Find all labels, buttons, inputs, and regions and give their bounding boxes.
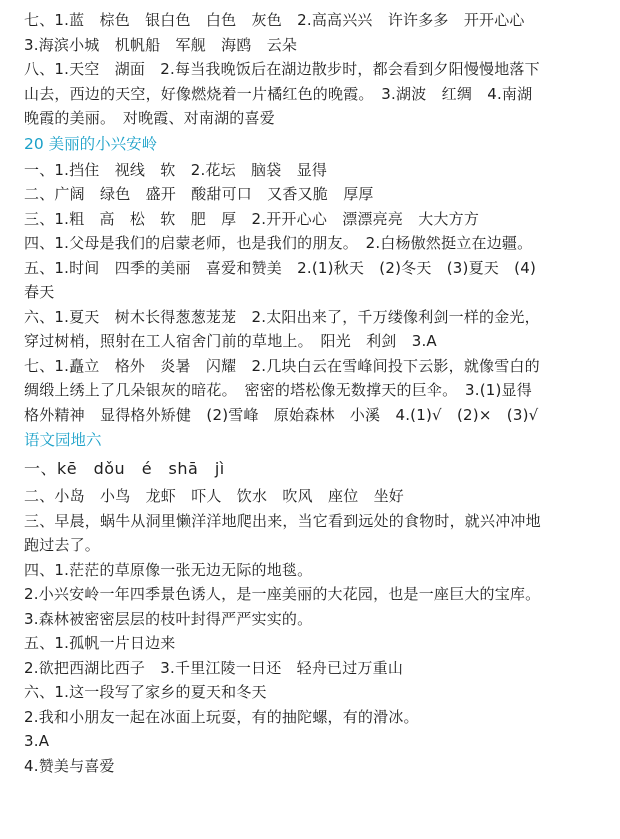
answer-line: 3.森林被密密层层的枝叶封得严严实实的。	[24, 609, 313, 628]
answer-line: 七、1.蓝 棕色 银白色 白色 灰色 2.高高兴兴 许许多多 开开心心	[24, 11, 525, 29]
answer-line: 3.A	[24, 732, 50, 750]
pinyin-line: 一、kē dǒu é shā jì	[24, 459, 225, 478]
answer-line: 2.小兴安岭一年四季景色诱人，是一座美丽的大花园，也是一座巨大的宝库。	[24, 585, 541, 603]
answer-line: 三、1.粗 高 松 软 肥 厚 2.开开心心 漂漂亮亮 大大方方	[24, 209, 480, 228]
answer-line: 一、1.挡住 视线 软 2.花坛 脑袋 显得	[24, 160, 328, 179]
answer-line: 五、1.时间 四季的美丽 喜爱和赞美 2.(1)秋天 (2)冬天 (3)夏天 (4)	[24, 258, 537, 277]
answer-line: 八、1.天空 湖面 2.每当我晚饭后在湖边散步时，都会看到夕阳慢慢地落下	[24, 60, 540, 78]
answer-line: 山去，西边的天空，好像燃烧着一片橘红色的晚霞。 3.湖波 红绸 4.南湖	[24, 84, 533, 103]
answer-line: 二、小岛 小鸟 龙虾 吓人 饮水 吹风 座位 坐好	[24, 487, 405, 505]
answer-line: 跑过去了。	[24, 536, 101, 554]
section-heading: 语文园地六	[24, 431, 102, 449]
answer-line: 绸缎上绣上了几朵银灰的暗花。 密密的塔松像无数撑天的巨伞。 3.(1)显得	[24, 381, 532, 399]
answer-line: 3.海滨小城 机帆船 军舰 海鸥 云朵	[24, 35, 298, 54]
answer-line: 四、1.父母是我们的启蒙老师，也是我们的朋友。 2.白杨傲然挺立在边疆。	[24, 234, 533, 252]
answer-line: 穿过树梢，照射在工人宿舍门前的草地上。 阳光 利剑 3.A	[24, 332, 437, 350]
answer-line: 2.欲把西湖比西子 3.千里江陵一日还 轻舟已过万重山	[24, 658, 404, 677]
answer-line: 4.赞美与喜爱	[24, 756, 115, 775]
section-heading: 20 美丽的小兴安岭	[24, 134, 158, 153]
answer-line: 六、1.夏天 树木长得葱葱茏茏 2.太阳出来了，千万缕像利剑一样的金光，	[24, 307, 540, 326]
answer-line: 七、1.矗立 格外 炎暑 闪耀 2.几块白云在雪峰间投下云影，就像雪白的	[24, 356, 540, 375]
answer-line: 二、广阔 绿色 盛开 酸甜可口 又香又脆 厚厚	[24, 185, 374, 203]
answer-line: 四、1.茫茫的草原像一张无边无际的地毯。	[24, 560, 313, 579]
answer-line: 三、早晨，蜗牛从洞里懒洋洋地爬出来，当它看到远处的食物时，就兴冲冲地	[24, 511, 541, 530]
answer-line: 春天	[24, 283, 55, 301]
answer-line: 2.我和小朋友一起在冰面上玩耍，有的抽陀螺，有的滑冰。	[24, 707, 419, 726]
answer-line: 格外精神 显得格外矫健 (2)雪峰 原始森林 小溪 4.(1)√ (2)× (3)√	[24, 405, 539, 424]
answer-line: 晚霞的美丽。 对晚霞、对南湖的喜爱	[24, 109, 275, 127]
answer-line: 五、1.孤帆一片日边来	[24, 634, 176, 652]
answer-line: 六、1.这一段写了家乡的夏天和冬天	[24, 683, 267, 701]
